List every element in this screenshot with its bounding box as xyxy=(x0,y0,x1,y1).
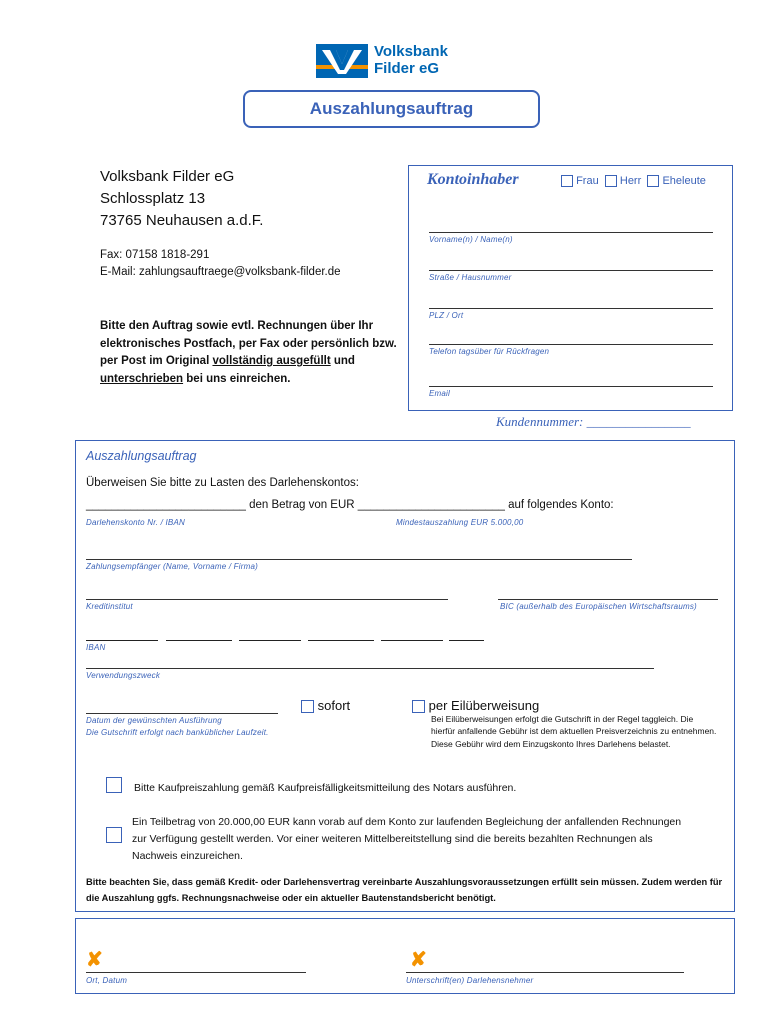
signature-box xyxy=(75,918,735,994)
label-eheleute: Eheleute xyxy=(662,175,706,187)
checkbox-herr[interactable] xyxy=(605,175,617,187)
minimum-amount-hint: Mindestauszahlung EUR 5.000,00 xyxy=(396,518,524,527)
bic-hint: BIC (außerhalb des Europäischen Wirtschaftsraums) xyxy=(500,602,697,611)
label-sofort: sofort xyxy=(317,698,351,713)
page-title: Auszahlungsauftrag xyxy=(309,99,474,118)
address-city: 73765 Neuhausen a.d.F. xyxy=(100,212,264,229)
bank-contact xyxy=(100,247,341,281)
account-hint: Darlehenskonto Nr. / IBAN xyxy=(86,518,185,527)
account-number-field[interactable]: _________________________ xyxy=(86,499,246,511)
order-heading: Auszahlungsauftrag xyxy=(86,449,197,463)
recipient-hint: Zahlungsempfänger (Name, Vorname / Firma) xyxy=(86,562,258,571)
name-field[interactable] xyxy=(429,232,713,233)
bank-hint: Kreditinstitut xyxy=(86,602,133,611)
checkbox-frau[interactable] xyxy=(561,175,573,187)
iban-hint: IBAN xyxy=(86,643,106,652)
iban-segment-2[interactable] xyxy=(166,640,232,641)
place-date-label: Ort, Datum xyxy=(86,976,128,985)
city-field[interactable] xyxy=(429,308,713,309)
checkbox-sofort[interactable] xyxy=(301,700,314,713)
bank-address xyxy=(100,166,263,232)
instruction-part3: bei uns einreichen. xyxy=(183,372,291,385)
express-transfer-note: Bei Eilüberweisungen erfolgt die Gutschrift in der Regel taggleich. Die hierfür anfallende Gebühr ist dem aktuellen Preisverzeichnis zu entnehmen. Diese Gebühr wird dem Einzugskonto Ihres Darlehens belastet. xyxy=(431,714,717,749)
label-frau: Frau xyxy=(576,175,599,187)
recipient-field[interactable] xyxy=(86,559,632,560)
iban-segment-1[interactable] xyxy=(86,640,158,641)
city-field-label: PLZ / Ort xyxy=(429,311,464,320)
iban-segment-6[interactable] xyxy=(449,640,484,641)
amount-label: den Betrag von EUR xyxy=(249,499,355,511)
amount-field[interactable]: _______________________ xyxy=(357,499,505,511)
bic-field[interactable] xyxy=(498,599,718,600)
title-box xyxy=(243,90,540,128)
bank-field[interactable] xyxy=(86,599,448,600)
label-herr: Herr xyxy=(619,175,642,187)
place-date-mark-icon: ✘ xyxy=(86,949,103,971)
logo-text-1: Volksbank xyxy=(374,43,448,60)
salutation-options xyxy=(561,175,706,187)
label-eilueberweisung: per Eilüberweisung xyxy=(428,698,540,713)
name-field-label: Vorname(n) / Name(n) xyxy=(429,235,513,244)
street-field-label: Straße / Hausnummer xyxy=(429,273,512,282)
option-eilueberweisung[interactable] xyxy=(412,698,539,713)
instruction-part1: Bitte den Auftrag sowie evtl. Rechnungen über Ihr elektronisches Postfach, per Fax oder persönlich bzw. per Post im Original xyxy=(100,320,397,367)
signature-field[interactable] xyxy=(406,972,684,973)
account-holder-heading: Kontoinhaber xyxy=(427,171,519,188)
place-date-field[interactable] xyxy=(86,972,306,973)
checkbox-eheleute[interactable] xyxy=(647,175,659,187)
email-address: E-Mail: zahlungsauftraege@volksbank-filder.de xyxy=(100,266,341,278)
email-field-label: Email xyxy=(429,389,451,398)
partial-amount-text: Ein Teilbetrag von 20.000,00 EUR kann vorab auf dem Konto zur laufenden Begleichung der anfallenden Rechnungen zur Verfügung gestellt werden. Vor einer weiteren Mittelbereitstellung sind die bereits bezahlten Rechnungen als Nachweis einzureichen. xyxy=(132,816,682,862)
option-sofort[interactable] xyxy=(301,698,350,713)
transfer-time-hint: Die Gutschrift erfolgt nach banküblicher Laufzeit. xyxy=(86,728,269,737)
iban-segment-4[interactable] xyxy=(308,640,374,641)
logo xyxy=(316,44,466,80)
purpose-hint: Verwendungszweck xyxy=(86,671,161,680)
order-intro: Überweisen Sie bitte zu Lasten des Darlehenskontos: xyxy=(86,477,359,489)
fax-number: Fax: 07158 1818-291 xyxy=(100,249,210,261)
email-field[interactable] xyxy=(429,386,713,387)
phone-field-label: Telefon tagsüber für Rückfragen xyxy=(429,347,550,356)
address-street: Schlossplatz 13 xyxy=(100,190,206,207)
instruction-underline-1: vollständig ausgefüllt xyxy=(212,355,331,367)
account-line-row xyxy=(86,499,614,511)
checkbox-notary-payment[interactable] xyxy=(106,777,122,793)
execution-date-hint: Datum der gewünschten Ausführung xyxy=(86,716,222,725)
signature-mark-icon: ✘ xyxy=(410,949,427,971)
instruction-part2: und xyxy=(330,355,355,367)
checkbox-eilueberweisung[interactable] xyxy=(412,700,425,713)
phone-field[interactable] xyxy=(429,344,713,345)
iban-segment-5[interactable] xyxy=(381,640,443,641)
order-box xyxy=(75,440,735,912)
requirements-notice: Bitte beachten Sie, dass gemäß Kredit- oder Darlehensvertrag vereinbarte Auszahlungsvoraussetzungen erfüllt sein müssen. Zudem werden für die Auszahlung ggfs. Rechnungsnachweise oder ein aktueller Bautenstandsbericht benötigt. xyxy=(86,877,723,903)
iban-segment-3[interactable] xyxy=(239,640,301,641)
address-name: Volksbank Filder eG xyxy=(100,168,235,185)
signature-label: Unterschrift(en) Darlehensnehmer xyxy=(406,976,534,985)
notary-payment-text: Bitte Kaufpreiszahlung gemäß Kaufpreisfälligkeitsmitteilung des Notars ausführen. xyxy=(134,782,517,794)
customer-number-field[interactable]: Kundennummer: ________________ xyxy=(496,414,691,429)
account-holder-box xyxy=(408,165,733,411)
instruction-underline-2: unterschrieben xyxy=(100,372,184,385)
street-field[interactable] xyxy=(429,270,713,271)
target-account-label: auf folgendes Konto: xyxy=(508,499,614,511)
purpose-field[interactable] xyxy=(86,668,654,669)
volksbank-logo-icon xyxy=(316,44,368,78)
execution-date-field[interactable] xyxy=(86,713,278,714)
checkbox-partial-amount[interactable] xyxy=(106,827,122,843)
logo-text-2: Filder eG xyxy=(374,60,440,77)
instruction-text xyxy=(100,318,405,388)
